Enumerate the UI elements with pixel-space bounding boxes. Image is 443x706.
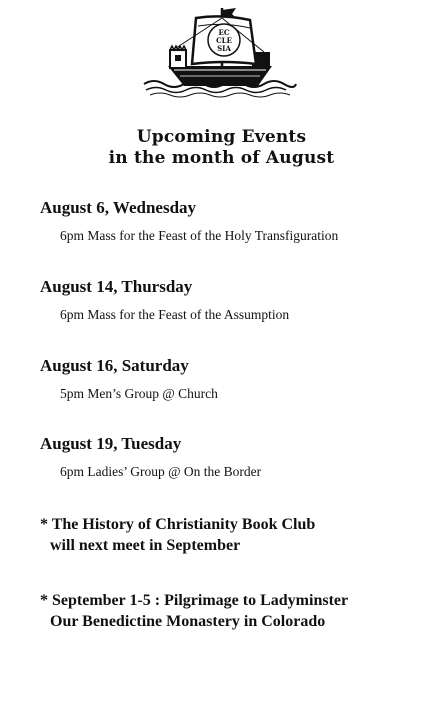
- event-description: 6pm Mass for the Feast of the Holy Transfiguration: [60, 228, 339, 243]
- note-line: * The History of Christianity Book Club: [40, 516, 316, 533]
- event-item: [40, 434, 261, 481]
- event-item: [40, 198, 338, 245]
- note-line: * September 1-5 : Pilgrimage to Ladyminster: [40, 592, 349, 609]
- event-item: [40, 277, 289, 324]
- event-item: [40, 356, 218, 403]
- svg-text:SIA: SIA: [217, 44, 231, 53]
- svg-text:CLE: CLE: [216, 36, 232, 45]
- event-description: 6pm Mass for the Feast of the Assumption: [60, 307, 290, 322]
- heading-line-2: in the month of August: [108, 148, 335, 168]
- event-date: August 6, Wednesday: [40, 198, 197, 217]
- ship-emblem-icon: [140, 6, 300, 106]
- note-line: Our Benedictine Monastery in Colorado: [50, 613, 326, 630]
- note-line: will next meet in September: [50, 537, 241, 554]
- pilgrimage-note: [40, 590, 348, 632]
- event-date: August 14, Thursday: [40, 277, 193, 296]
- event-description: 6pm Ladies’ Group @ On the Border: [60, 464, 262, 479]
- svg-text:EC: EC: [218, 28, 230, 37]
- event-date: August 19, Tuesday: [40, 434, 182, 453]
- event-description: 5pm Men’s Group @ Church: [60, 386, 218, 401]
- event-date: August 16, Saturday: [40, 356, 189, 375]
- heading-line-1: Upcoming Events: [136, 127, 307, 147]
- book-club-note: [40, 514, 315, 556]
